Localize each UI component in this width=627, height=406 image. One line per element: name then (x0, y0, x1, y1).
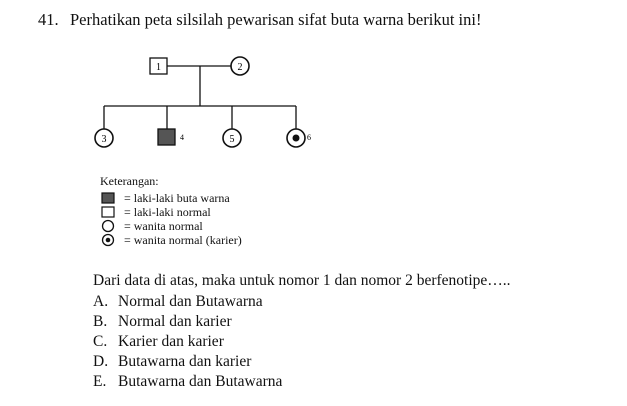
legend-text: = wanita normal (124, 218, 203, 233)
legend-text: = laki-laki buta warna (124, 190, 230, 205)
option-e[interactable] (93, 372, 282, 392)
option-c[interactable] (93, 332, 282, 352)
answer-options (93, 292, 282, 392)
label-5: 5 (229, 134, 235, 145)
female-normal-icon (100, 219, 118, 233)
option-letter: C. (93, 333, 108, 350)
option-text: Karier dan karier (118, 333, 224, 350)
male-colorblind-icon (100, 191, 118, 205)
option-text: Butawarna dan Butawarna (118, 373, 283, 390)
question-text: Perhatikan peta silsilah pewarisan sifat buta warna berikut ini! (70, 10, 482, 29)
legend-item-male-colorblind (100, 191, 242, 205)
legend-text: = laki-laki normal (124, 204, 211, 219)
label-1: 1 (156, 62, 161, 73)
carrier-dot-6 (293, 135, 300, 142)
legend-text: = wanita normal (karier) (124, 232, 242, 247)
question-number: 41. (38, 10, 59, 29)
female-carrier-icon (100, 233, 118, 247)
option-a[interactable] (93, 292, 282, 312)
option-letter: B. (93, 313, 108, 330)
label-4: 4 (180, 133, 184, 142)
option-letter: A. (93, 293, 109, 310)
legend-title: Keterangan: (100, 174, 159, 188)
legend-item-female-normal (100, 219, 242, 233)
option-text: Butawarna dan karier (118, 353, 252, 370)
option-d[interactable] (93, 352, 282, 372)
legend-item-female-carrier (100, 233, 242, 247)
pedigree-diagram (0, 0, 627, 170)
option-letter: E. (93, 373, 107, 390)
legend (100, 174, 242, 247)
option-letter: D. (93, 353, 109, 370)
label-3: 3 (101, 134, 107, 145)
question-prompt: Dari data di atas, maka untuk nomor 1 dan nomor 2 berfenotipe….. (93, 272, 511, 289)
legend-item-male-normal (100, 205, 242, 219)
option-text: Normal dan karier (118, 313, 232, 330)
option-b[interactable] (93, 312, 282, 332)
option-text: Normal dan Butawarna (118, 293, 263, 310)
male-colorblind-symbol-4 (158, 129, 175, 145)
label-6: 6 (307, 133, 311, 142)
male-normal-icon (100, 205, 118, 219)
label-2: 2 (237, 62, 243, 73)
